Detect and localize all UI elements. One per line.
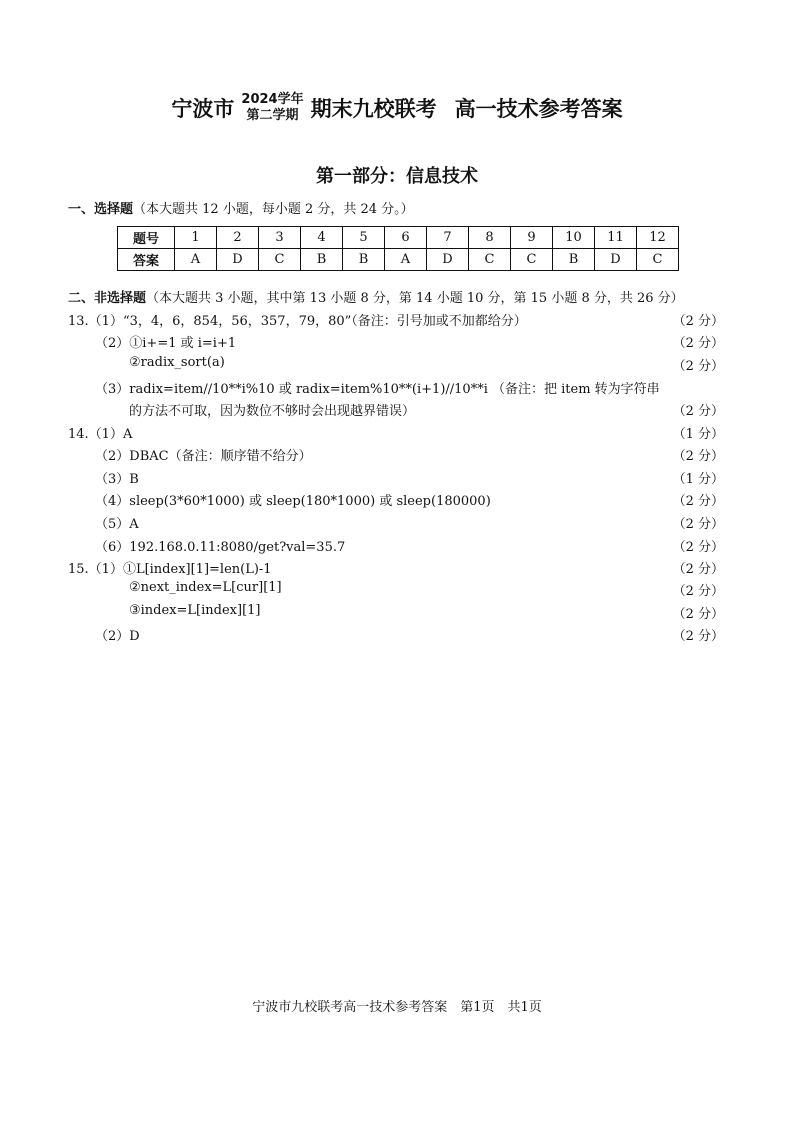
answer-text: （3）B — [95, 472, 139, 487]
answer-line — [68, 603, 724, 623]
answer-text: ③index=L[index][1] — [129, 603, 261, 618]
document-title-block — [0, 92, 794, 124]
answer-score: （2 分） — [672, 404, 724, 419]
answer-line — [68, 378, 724, 398]
choice-answer: D — [217, 249, 259, 271]
title-term-stack — [241, 92, 303, 124]
choice-answer-table — [117, 226, 679, 271]
answer-text: （6）192.168.0.11:8080/get?val=35.7 — [95, 540, 346, 555]
document-title — [171, 92, 622, 124]
question-number: 12 — [637, 227, 679, 249]
answer-line — [68, 332, 724, 352]
answer-score: （2 分） — [672, 540, 724, 555]
answer-text: （2）①i+=1 或 i=i+1 — [95, 336, 237, 351]
choice-answer: B — [553, 249, 595, 271]
section1-heading: 一、选择题 — [68, 202, 134, 217]
title-year: 2024学年 — [241, 92, 304, 107]
answer-text: （2）DBAC（备注：顺序错不给分） — [95, 449, 312, 464]
choice-answer: A — [385, 249, 427, 271]
answer-text: （3）radix=item//10**i%10 或 radix=item%10**(i+1)//10**i （备注：把 item 转为字符串 — [95, 382, 660, 397]
question-number: 8 — [469, 227, 511, 249]
title-term: 第二学期 — [246, 108, 299, 123]
choice-answer: A — [175, 249, 217, 271]
title-city: 宁波市 — [171, 97, 235, 121]
answer-text: （5）A — [95, 517, 139, 532]
question-number-row — [118, 227, 679, 249]
choice-answer: C — [469, 249, 511, 271]
question-number: 3 — [259, 227, 301, 249]
answer-line — [68, 536, 724, 556]
section2-heading: 二、非选择题 — [68, 291, 147, 306]
question-number: 4 — [301, 227, 343, 249]
answer-line — [68, 423, 724, 443]
answer-text: （4）sleep(3*60*1000) 或 sleep(180*1000) 或 sleep(180000) — [95, 494, 491, 509]
question-number: 1 — [175, 227, 217, 249]
answer-line — [68, 558, 724, 578]
row-label-answer: 答案 — [118, 249, 175, 271]
question-number: 9 — [511, 227, 553, 249]
question-number: 5 — [343, 227, 385, 249]
answer-line — [68, 310, 724, 330]
answer-line — [68, 625, 724, 645]
question-number: 11 — [595, 227, 637, 249]
answer-line — [68, 355, 724, 375]
answer-row — [118, 249, 679, 271]
answer-score: （2 分） — [672, 517, 724, 532]
answer-line — [68, 468, 724, 488]
title-subject: 高一技术参考答案 — [454, 97, 623, 121]
choice-answer: B — [343, 249, 385, 271]
choice-answer: B — [301, 249, 343, 271]
choice-answer: D — [427, 249, 469, 271]
part-heading: 第一部分：信息技术 — [316, 166, 478, 187]
answer-text: 15.（1）①L[index][1]=len(L)-1 — [68, 562, 272, 577]
answer-score: （2 分） — [672, 494, 724, 509]
choice-answer: C — [259, 249, 301, 271]
section2-desc: （本大题共 3 小题，其中第 13 小题 8 分，第 14 小题 10 分，第 15 小题 8 分，共 26 分） — [146, 291, 684, 306]
answer-text: ②next_index=L[cur][1] — [129, 580, 282, 595]
answer-score: （2 分） — [672, 449, 724, 464]
question-number: 7 — [427, 227, 469, 249]
choice-answer: C — [511, 249, 553, 271]
section1-heading-line — [68, 198, 414, 217]
row-label-question: 题号 — [118, 227, 175, 249]
answer-score: （2 分） — [672, 359, 724, 374]
answer-line — [68, 445, 724, 465]
answer-score: （2 分） — [672, 314, 724, 329]
page-footer: 宁波市九校联考高一技术参考答案 第1页 共1页 — [252, 1000, 542, 1015]
answer-text: 的方法不可取，因为数位不够时会出现越界错误） — [129, 404, 416, 419]
question-number: 2 — [217, 227, 259, 249]
answer-text: 13.（1）“3，4，6，854，56，357，79，80”（备注：引号加或不加都给分） — [68, 314, 527, 329]
section2-heading-line — [68, 287, 684, 306]
answer-text: （2）D — [95, 629, 140, 644]
answer-line — [68, 513, 724, 533]
answer-line — [68, 490, 724, 510]
answer-score: （1 分） — [672, 472, 724, 487]
choice-answer: C — [637, 249, 679, 271]
section1-desc: （本大题共 12 小题，每小题 2 分，共 24 分。） — [133, 202, 414, 217]
answer-line — [68, 400, 724, 420]
title-exam: 期末九校联考 — [310, 97, 437, 121]
question-number: 10 — [553, 227, 595, 249]
answer-score: （1 分） — [672, 427, 724, 442]
question-number: 6 — [385, 227, 427, 249]
choice-answer: D — [595, 249, 637, 271]
answer-score: （2 分） — [672, 336, 724, 351]
answer-score: （2 分） — [672, 629, 724, 644]
answer-line — [68, 580, 724, 600]
answer-text: ②radix_sort(a) — [129, 355, 225, 370]
answer-score: （2 分） — [672, 607, 724, 622]
answer-text: 14.（1）A — [68, 427, 133, 442]
answer-score: （2 分） — [672, 562, 724, 577]
answer-score: （2 分） — [672, 584, 724, 599]
